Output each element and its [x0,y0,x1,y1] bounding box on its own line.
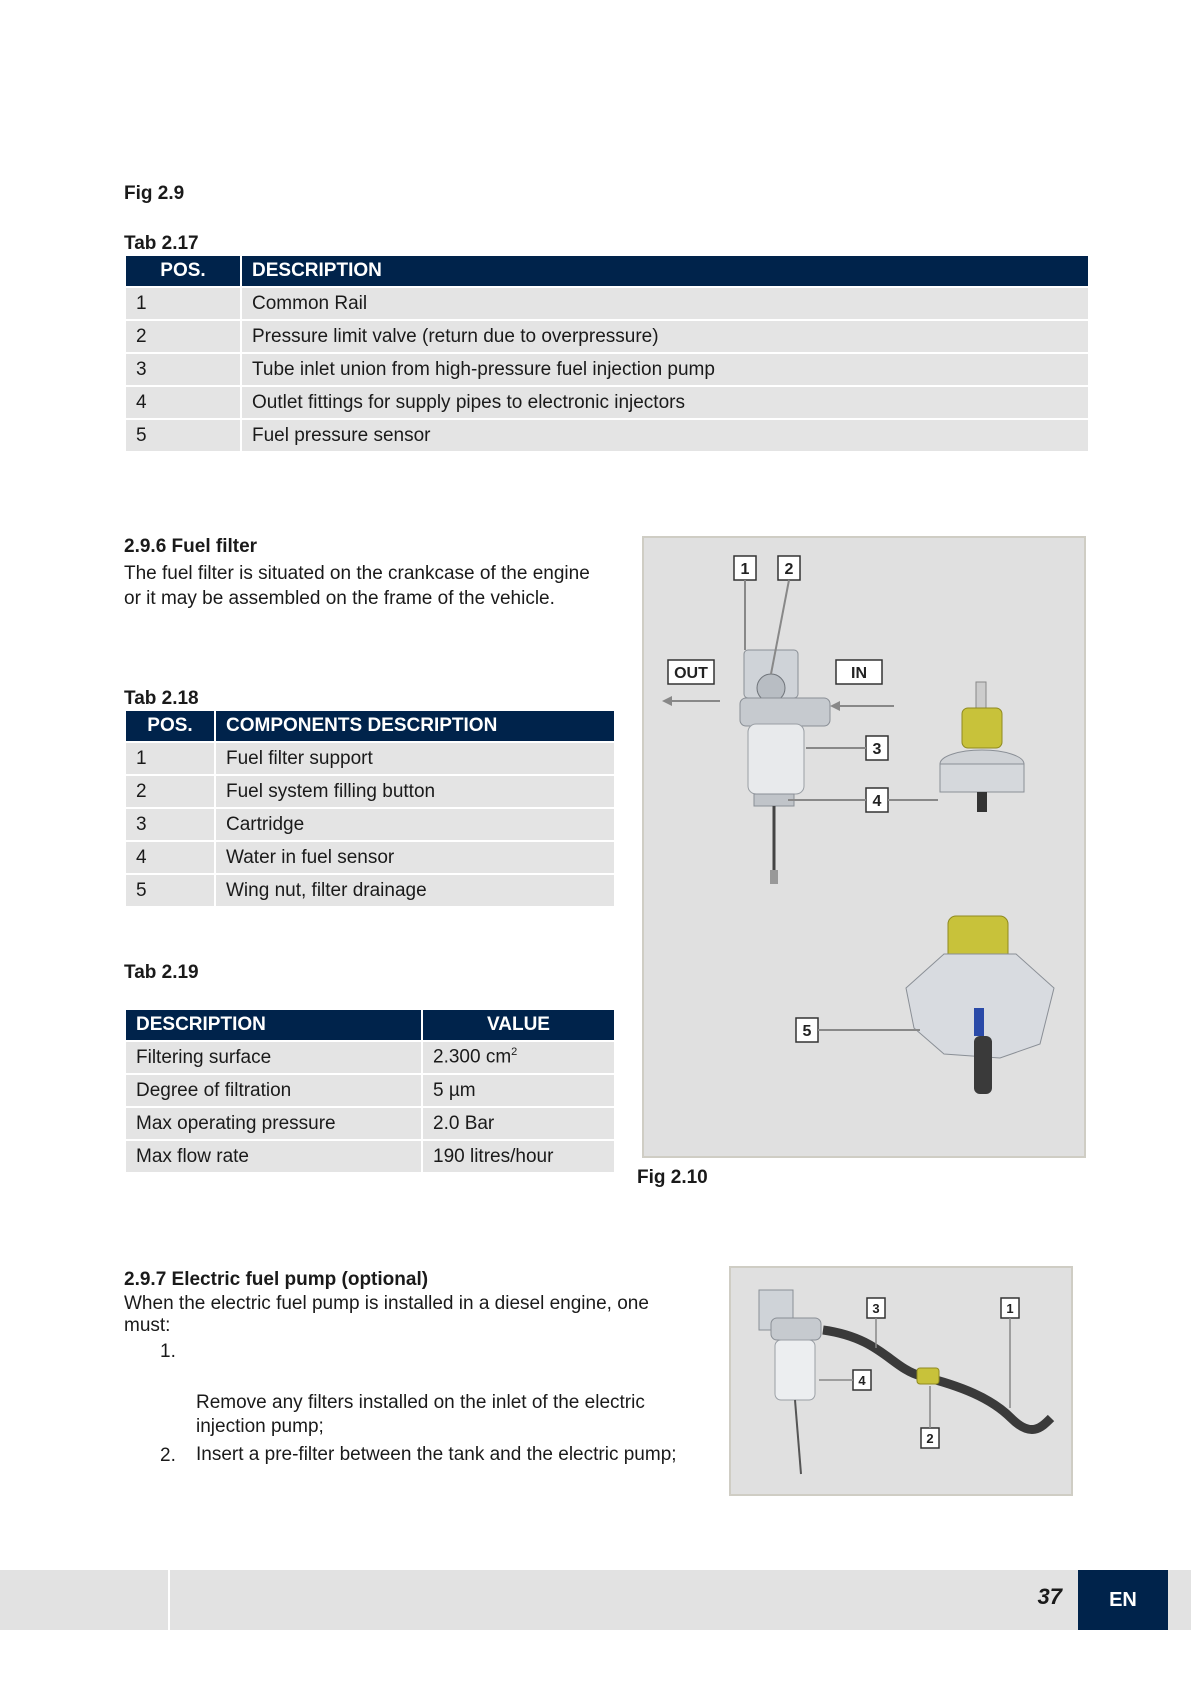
fuel-filter-figure [642,536,1086,1158]
pre-filter [917,1368,939,1384]
table-row [126,321,1088,352]
cell-pos: 3 [126,354,240,385]
cell-pos: 4 [126,387,240,418]
header-pos: POS. [126,711,214,741]
tab-2-17 [124,254,1090,453]
table-row [126,1141,614,1172]
header-components-description: COMPONENTS DESCRIPTION [216,711,614,741]
cell-description: Tube inlet union from high-pressure fuel injection pump [242,354,1088,385]
tab-2-18-title: Tab 2.18 [124,688,199,709]
pump-callout-1: 1 [1006,1301,1014,1316]
pump-callout-4: 4 [858,1373,866,1388]
table-row [126,1042,614,1073]
filter-cartridge [748,724,804,794]
table-row [126,743,614,774]
table-row [126,354,1088,385]
cell-description: Max flow rate [126,1141,421,1172]
list-item-2: Insert a pre-filter between the tank and the electric pump; [196,1444,677,1465]
sensor-plug [770,870,778,884]
callout-3: 3 [872,741,882,758]
cell-pos: 1 [126,288,240,319]
cell-description: Degree of filtration [126,1075,421,1106]
header-value: VALUE [423,1010,614,1040]
cell-description: Fuel pressure sensor [242,420,1088,451]
list-number-1: 1. [160,1341,176,1362]
in-label: IN [851,665,867,682]
cell-value: 5 µm [423,1075,614,1106]
drain-valve [974,1008,984,1036]
sensor-tip [976,682,986,708]
filter-head [740,698,830,726]
table-row [126,387,1088,418]
cell-description: Outlet fittings for supply pipes to electronic injectors [242,387,1088,418]
section-297-heading: 2.9.7 Electric fuel pump (optional) [124,1269,429,1290]
tab-2-18 [124,709,616,908]
cell-value: 2.0 Bar [423,1108,614,1139]
sensor-base [940,764,1024,792]
table-row [126,1075,614,1106]
fig-2-10-caption: Fig 2.10 [637,1167,708,1188]
cell-description: Fuel filter support [216,743,614,774]
table-row [126,288,1088,319]
cell-pos: 3 [126,809,214,840]
electric-pump-figure [729,1266,1073,1496]
section-297-intro: When the electric fuel pump is installed in a diesel engine, one must: [124,1293,649,1336]
pump-filter-head [771,1318,821,1340]
pump-filter-cartridge [775,1340,815,1400]
cell-description: Common Rail [242,288,1088,319]
sensor-yellow-body [962,708,1002,748]
list-item-1: Remove any filters installed on the inlet of the electric injection pump; [196,1392,645,1437]
callout-5: 5 [802,1023,812,1040]
cell-description: Filtering surface [126,1042,421,1073]
electric-pump-illustration [731,1268,1071,1494]
pump-callout-3: 3 [872,1301,880,1316]
section-296-text: The fuel filter is situated on the crankcase of the engine or it may be assembled on the frame of the vehicle. [124,563,590,609]
table-row [126,420,1088,451]
header-description: DESCRIPTION [242,256,1088,286]
table-row [126,842,614,873]
cell-value [423,1042,614,1073]
cell-description: Cartridge [216,809,614,840]
tab-2-19 [124,1008,616,1174]
table-row [126,1108,614,1139]
section-296-heading: 2.9.6 Fuel filter [124,536,258,557]
cell-pos: 1 [126,743,214,774]
cell-pos: 2 [126,321,240,352]
value-text: 2.300 cm [433,1046,512,1068]
header-pos: POS. [126,256,240,286]
cell-description: Max operating pressure [126,1108,421,1139]
fuel-filter-illustration [644,538,1084,1156]
fig-2-9-label: Fig 2.9 [124,183,185,204]
callout-4: 4 [872,793,882,810]
cell-pos: 4 [126,842,214,873]
cell-value: 190 litres/hour [423,1141,614,1172]
cell-description: Pressure limit valve (return due to overpressure) [242,321,1088,352]
tab-2-19-title: Tab 2.19 [124,962,199,983]
footer-divider [168,1570,170,1630]
list-number-2: 2. [160,1445,176,1466]
callout-2: 2 [784,561,794,578]
tab-2-17-title: Tab 2.17 [124,233,199,254]
cell-pos: 5 [126,875,214,906]
in-arrow-head [830,701,840,711]
out-arrow-head [662,696,672,706]
table-row [126,875,614,906]
superscript: 2 [511,1046,518,1059]
out-label: OUT [674,665,708,682]
cell-description: Water in fuel sensor [216,842,614,873]
page-number: 37 [1037,1584,1062,1609]
cell-description: Fuel system filling button [216,776,614,807]
table-row [126,776,614,807]
cell-description: Wing nut, filter drainage [216,875,614,906]
footer-bar [0,1570,1191,1630]
language-badge: EN [1078,1570,1168,1630]
drain-hose [974,1036,992,1094]
pump-callout-2: 2 [926,1431,934,1446]
cell-pos: 2 [126,776,214,807]
sensor-pin [977,792,987,812]
pump-sensor-cable [795,1400,801,1474]
cell-pos: 5 [126,420,240,451]
callout-1: 1 [740,561,750,578]
table-row [126,809,614,840]
header-description: DESCRIPTION [126,1010,421,1040]
